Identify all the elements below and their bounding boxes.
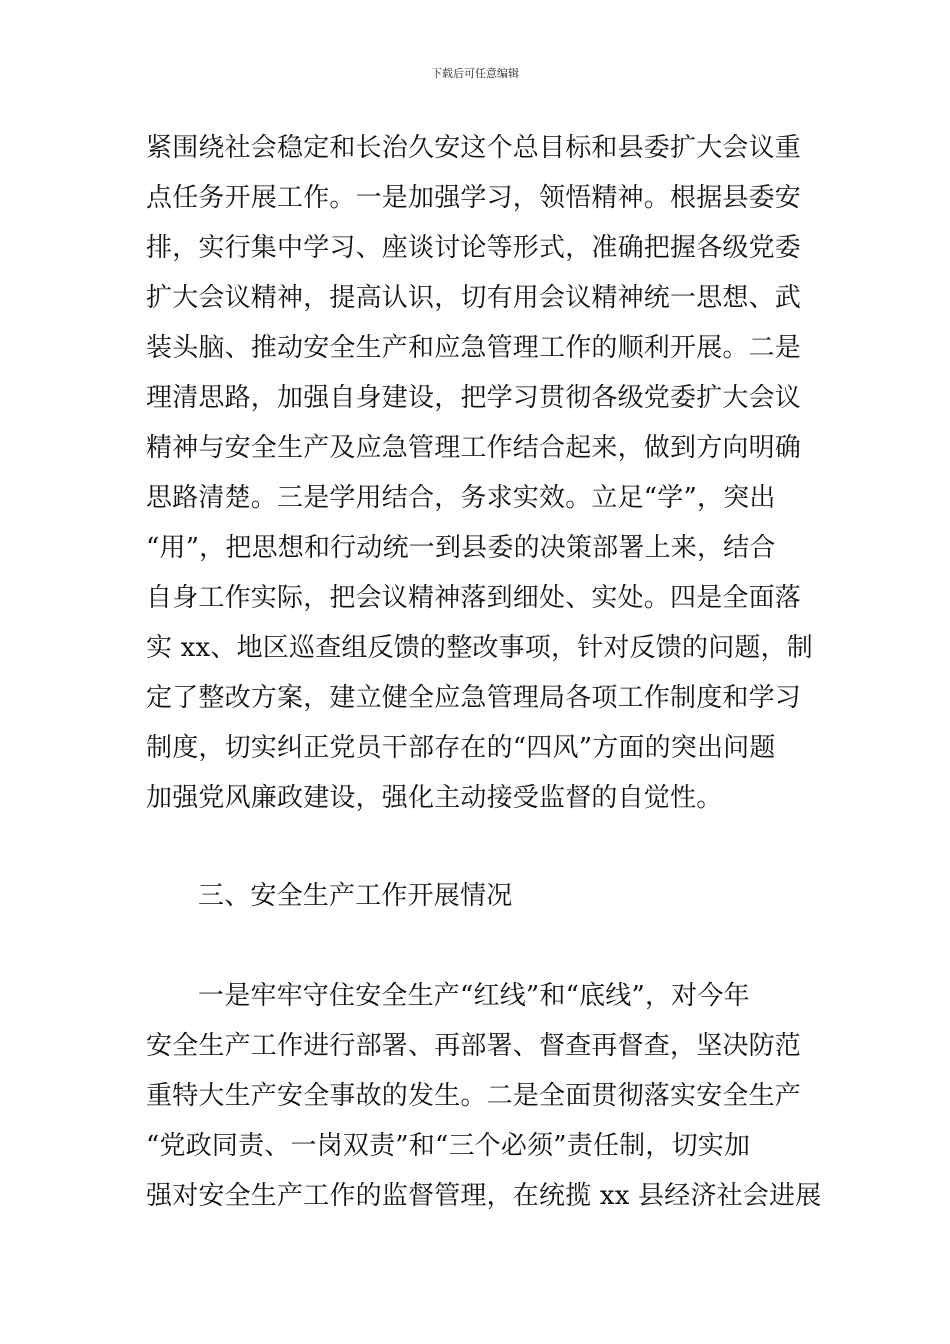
paragraph-1-line: 自身工作实际，把会议精神落到细处、实处。四是全面落	[146, 583, 802, 613]
paragraph-1-line: 理清思路，加强自身建设，把学习贯彻各级党委扩大会议	[146, 383, 802, 413]
paragraph-2-line: 一是牢牢守住安全生产“红线”和“底线”，对今年	[198, 981, 750, 1011]
paragraph-2-line: 安全生产工作进行部署、再部署、督查再督查，坚决防范	[146, 1031, 802, 1061]
paragraph-1-line: 定了整改方案，建立健全应急管理局各项工作制度和学习	[146, 683, 802, 713]
paragraph-1-line: “用”，把思想和行动统一到县委的决策部署上来，结合	[146, 533, 776, 563]
paragraph-1-line: 思路清楚。三是学用结合，务求实效。立足“学”，突出	[146, 483, 776, 513]
paragraph-1-line: 点任务开展工作。一是加强学习，领悟精神。根据县委安	[146, 183, 802, 213]
paragraph-2-line: “党政同责、一岗双责”和“三个必须”责任制，切实加	[146, 1131, 751, 1161]
paragraph-1-line: 装头脑、推动安全生产和应急管理工作的顺利开展。二是	[146, 333, 802, 363]
page-header: 下载后可任意编辑	[431, 67, 519, 80]
paragraph-2-line: 重特大生产安全事故的发生。二是全面贯彻落实安全生产	[146, 1081, 802, 1111]
paragraph-1-line: 制度，切实纠正党员干部存在的“四风”方面的突出问题	[146, 733, 776, 763]
paragraph-1-line: 紧围绕社会稳定和长治久安这个总目标和县委扩大会议重	[146, 133, 802, 163]
paragraph-1-line: 加强党风廉政建设，强化主动接受监督的自觉性。	[146, 783, 723, 813]
paragraph-1-line: 实 xx、地区巡查组反馈的整改事项，针对反馈的问题，制	[146, 633, 813, 663]
section-heading: 三、安全生产工作开展情况	[198, 881, 513, 911]
paragraph-2-line: 强对安全生产工作的监督管理，在统揽 xx 县经济社会进展	[146, 1181, 822, 1211]
paragraph-1-line: 精神与安全生产及应急管理工作结合起来，做到方向明确	[146, 433, 802, 463]
paragraph-1-line: 扩大会议精神，提高认识，切有用会议精神统一思想、武	[146, 283, 802, 313]
paragraph-1-line: 排，实行集中学习、座谈讨论等形式，准确把握各级党委	[146, 233, 802, 263]
